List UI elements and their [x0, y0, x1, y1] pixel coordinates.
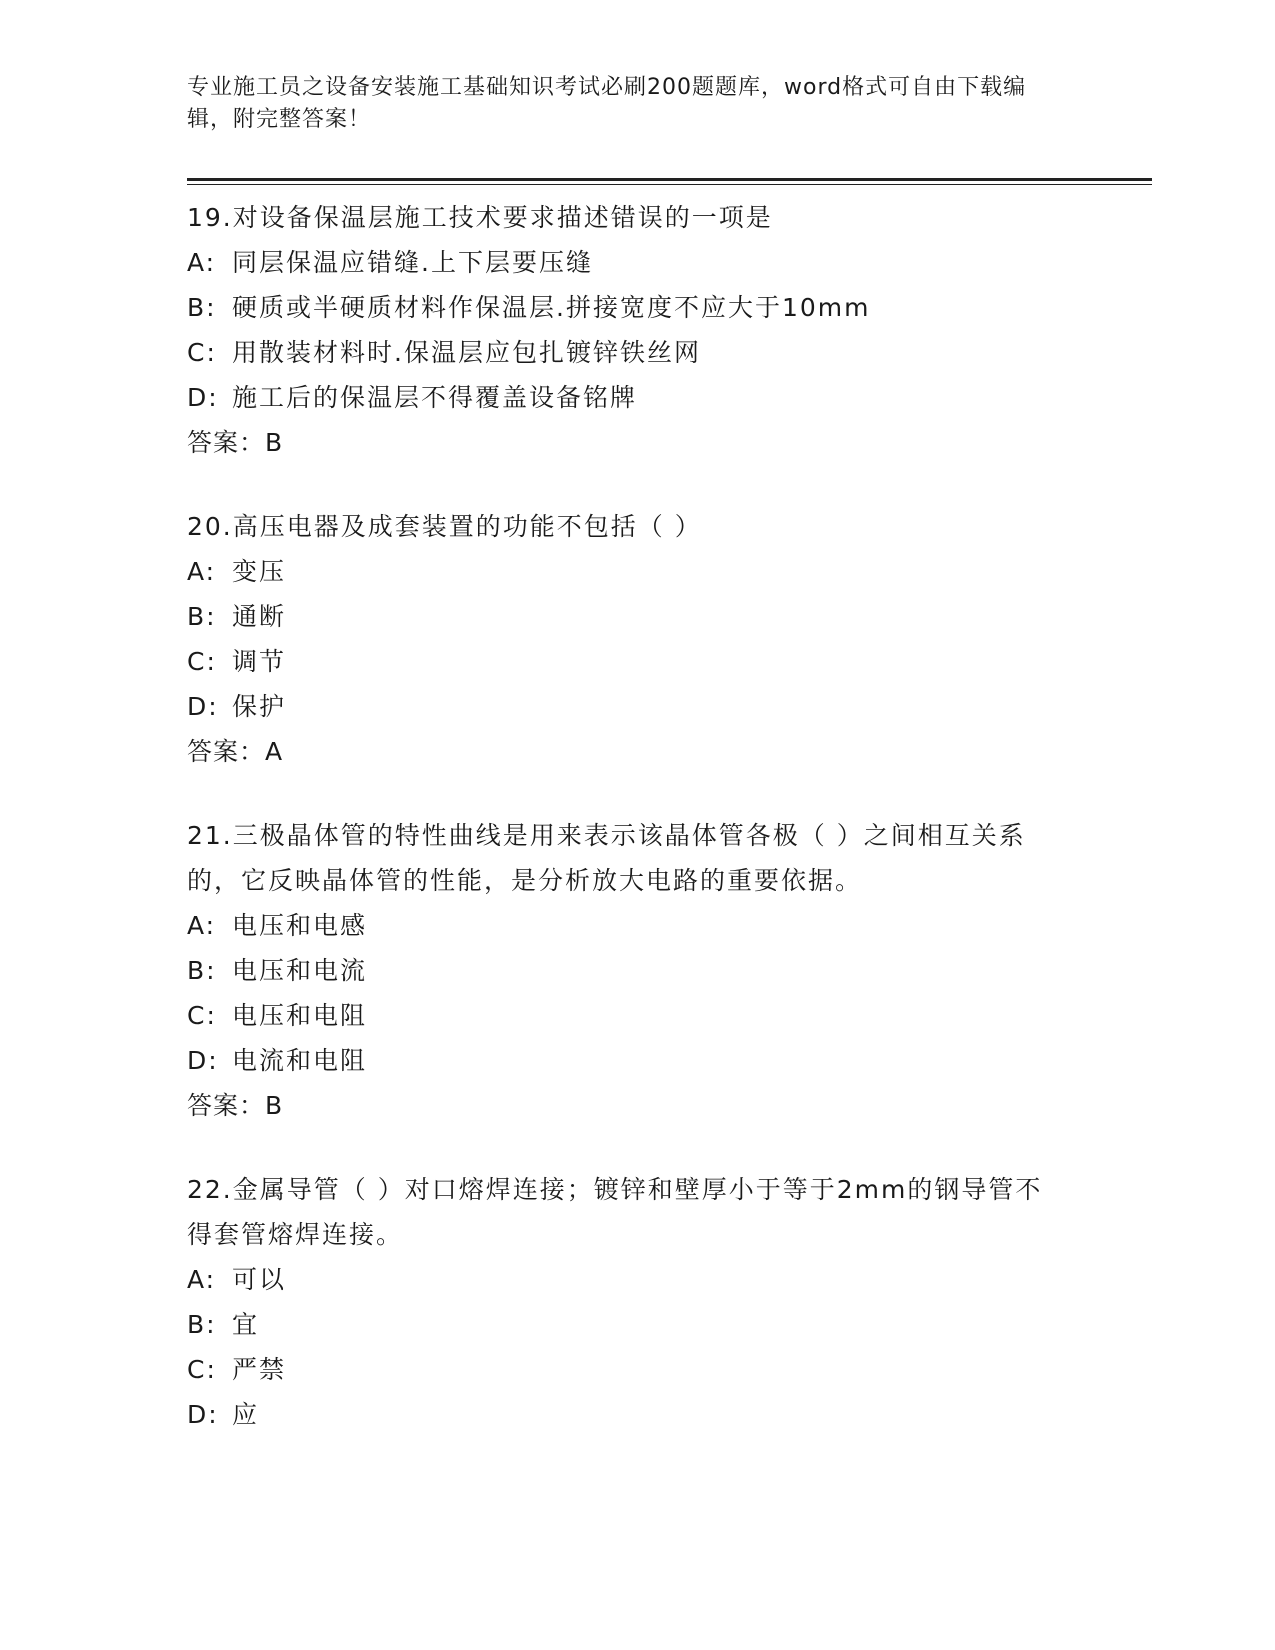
option-text: 施工后的保温层不得覆盖设备铭牌	[232, 383, 638, 412]
option-letter: A:	[187, 911, 217, 940]
option-letter: A:	[187, 557, 217, 586]
option-b	[187, 948, 1152, 993]
option-letter: A:	[187, 248, 217, 277]
option-d	[187, 375, 1152, 420]
option-text: 硬质或半硬质材料作保温层.拼接宽度不应大于10mm	[232, 293, 871, 322]
option-c	[187, 639, 1152, 684]
option-c	[187, 993, 1152, 1038]
option-letter: B:	[187, 602, 217, 631]
option-text: 调节	[232, 647, 287, 676]
option-d	[187, 1038, 1152, 1083]
question-stem: 22.金属导管（ ）对口熔焊连接；镀锌和壁厚小于等于2mm的钢导管不得套管熔焊连接。	[187, 1175, 1043, 1249]
header-divider	[187, 178, 1152, 185]
question-list	[187, 195, 1152, 1437]
option-letter: D:	[187, 1400, 219, 1429]
document-header: 专业施工员之设备安装施工基础知识考试必刷200题题库，word格式可自由下载编辑，附完整答案！	[187, 75, 1027, 132]
document-page	[187, 72, 1152, 1476]
option-text: 电压和电感	[232, 911, 368, 940]
option-b	[187, 285, 1152, 330]
question-20	[187, 504, 1152, 774]
option-letter: D:	[187, 692, 219, 721]
option-letter: B:	[187, 1310, 217, 1339]
option-text: 严禁	[232, 1355, 287, 1384]
answer-text: 答案：A	[187, 737, 284, 766]
question-21	[187, 813, 1152, 1128]
option-letter: D:	[187, 1046, 219, 1075]
option-text: 同层保温应错缝.上下层要压缝	[232, 248, 593, 277]
question-stem: 19.对设备保温层施工技术要求描述错误的一项是	[187, 203, 773, 232]
option-text: 应	[232, 1400, 260, 1429]
option-text: 用散装材料时.保温层应包扎镀锌铁丝网	[232, 338, 701, 367]
option-letter: C:	[187, 647, 217, 676]
option-text: 电压和电流	[232, 956, 368, 985]
option-a	[187, 549, 1152, 594]
question-22	[187, 1167, 1152, 1437]
option-text: 可以	[232, 1265, 287, 1294]
option-text: 变压	[232, 557, 287, 586]
question-stem: 21.三极晶体管的特性曲线是用来表示该晶体管各极（ ）之间相互关系的，它反映晶体管的性能，是分析放大电路的重要依据。	[187, 821, 1026, 895]
divider-thin-line	[187, 184, 1152, 185]
divider-thick-line	[187, 178, 1152, 181]
option-d	[187, 684, 1152, 729]
option-letter: B:	[187, 293, 217, 322]
option-d	[187, 1392, 1152, 1437]
option-letter: A:	[187, 1265, 217, 1294]
option-letter: C:	[187, 1355, 217, 1384]
option-a	[187, 903, 1152, 948]
option-text: 保护	[232, 692, 287, 721]
option-text: 电压和电阻	[232, 1001, 368, 1030]
option-a	[187, 240, 1152, 285]
option-c	[187, 1347, 1152, 1392]
option-letter: C:	[187, 338, 217, 367]
option-letter: D:	[187, 383, 219, 412]
answer-text: 答案：B	[187, 428, 284, 457]
option-letter: C:	[187, 1001, 217, 1030]
option-c	[187, 330, 1152, 375]
option-b	[187, 594, 1152, 639]
option-text: 通断	[232, 602, 287, 631]
option-a	[187, 1257, 1152, 1302]
option-letter: B:	[187, 956, 217, 985]
option-text: 电流和电阻	[232, 1046, 368, 1075]
question-19	[187, 195, 1152, 465]
option-text: 宜	[232, 1310, 260, 1339]
option-b	[187, 1302, 1152, 1347]
answer-text: 答案：B	[187, 1091, 284, 1120]
question-stem: 20.高压电器及成套装置的功能不包括（ ）	[187, 512, 702, 541]
